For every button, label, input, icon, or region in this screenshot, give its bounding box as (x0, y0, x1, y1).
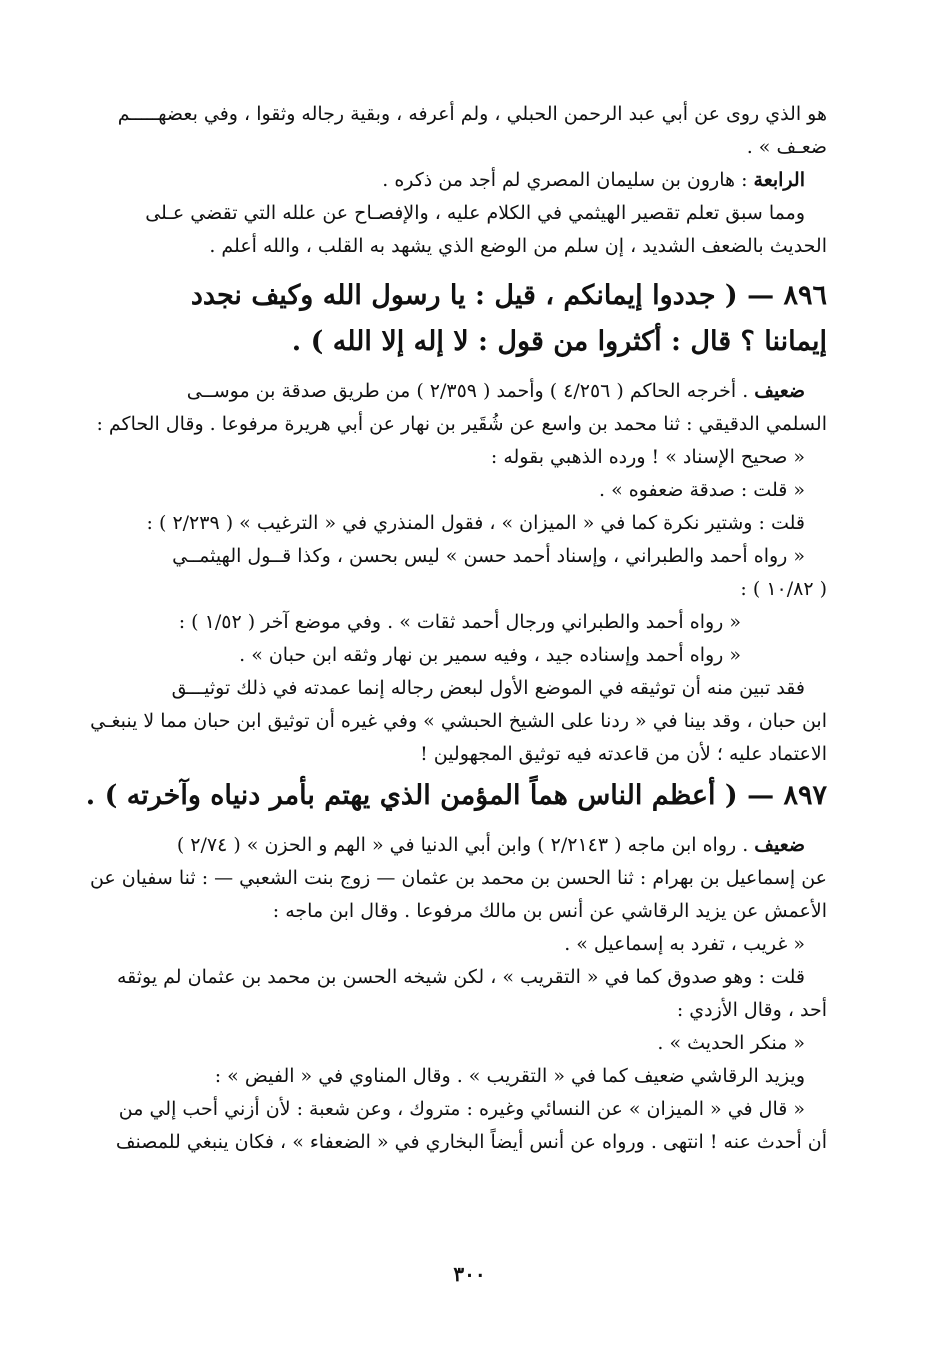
text-line: « رواه أحمد وإسناده جيد ، وفيه سمير بن نهار وثقه ابن حبان » . (239, 644, 741, 666)
text-line: ومما سبق تعلم تقصير الهيثمي في الكلام عليه ، والإفصـاح عن علله التي تقضي عـلى (145, 202, 805, 224)
hadith-heading-896: ٨٩٦ — ( جددوا إيمانكم ، قيل : يا رسول الله وكيف نجدد (190, 280, 827, 311)
text-line: السلمي الدقيقي : ثنا محمد بن واسع عن شُقَير بن نهار عن أبي هريرة مرفوعا . وقال الحاكم : (96, 413, 827, 435)
text-span: . أخرجه الحاكم ( ٤/٢٥٦ ) وأحمد ( ٢/٣٥٩ ) من طريق صدقة بن موســى (186, 380, 755, 402)
text-line: الاعتماد عليه ؛ لأن من قاعدته فيه توثيق المجهولين ! (420, 743, 827, 765)
text-line: هو الذي روى عن أبي عبد الرحمن الحبلي ، ولم أعرفه ، وبقية رجاله وثقوا ، وفي بعضهـــــم (117, 103, 827, 125)
text-line: ( ١٠/٨٢ ) : (740, 578, 827, 600)
text-line: « رواه أحمد والطبراني ورجال أحمد ثقات » . وفي موضع آخر ( ١/٥٢ ) : (178, 611, 741, 633)
text-span: . رواه ابن ماجه ( ٢/٢١٤٣ ) وابن أبي الدنيا في « الهم و الحزن » ( ٢/٧٤ ) (176, 834, 755, 856)
text-line: « رواه أحمد والطبراني ، وإسناد أحمد حسن » ليس بحسن ، وكذا قــول الهيثمــي (172, 545, 805, 567)
text-line: ضعـف » . (746, 136, 827, 158)
text-line: « غريب ، تفرد به إسماعيل » . (564, 933, 805, 955)
hadith-heading-896-cont: إيماننا ؟ قال : أكثروا من قول : لا إله إلا الله ) . (291, 326, 827, 357)
text-line: « قال في « الميزان » عن النسائي وغيره : متروك ، وعن شعبة : لأن أزني أحب إلي من (118, 1098, 805, 1120)
text-line: قلت : وهو صدوق كما في « التقريب » ، لكن شيخه الحسن بن محمد بن عثمان لم يوثقه (116, 966, 805, 988)
text-span: : هارون بن سليمان المصري لم أجد من ذكره . (382, 169, 754, 191)
text-line: قلت : وشتير نكرة كما في « الميزان » ، فقول المنذري في « الترغيب » ( ٢/٢٣٩ ) : (146, 512, 805, 534)
text-line: ابن حبان ، وقد بينا في « ردنا على الشيخ الحبشي » وفي غيره أن توثيق ابن حبان مما لا ينبغـي (90, 710, 827, 732)
grade-weak-label: ضعيف (754, 380, 805, 402)
hadith-heading-897: ٨٩٧ — ( أعظم الناس هماً المؤمن الذي يهتم بأمر دنياه وآخرته ) . (85, 780, 827, 811)
grade-weak-label: ضعيف (754, 834, 805, 856)
text-line (78, 164, 827, 197)
text-line: عن إسماعيل بن بهرام : ثنا الحسن بن محمد بن عثمان — زوج بنت الشعبي — : ثنا سفيان عن (89, 867, 827, 889)
label-fourth: الرابعة (753, 169, 805, 191)
text-line: « قلت : صدقة ضعفوه » . (598, 479, 805, 501)
text-line: الأعمش عن يزيد الرقاشي عن أنس بن مالك مرفوعا . وقال ابن ماجه : (272, 900, 827, 922)
text-line: فقد تبين منه أن توثيقه في الموضع الأول لبعض رجاله إنما عمدته في ذلك توثيـــق (171, 677, 805, 699)
text-line (78, 829, 827, 862)
page-number: ٣٠٠ (453, 1262, 486, 1286)
text-line: « صحيح الإسناد » ! ورده الذهبي بقوله : (490, 446, 805, 468)
text-line (78, 375, 827, 408)
text-line: أحد ، وقال الأزدي : (676, 999, 827, 1021)
text-line: ويزيد الرقاشي ضعيف كما في « التقريب » . وقال المناوي في « الفيض » : (214, 1065, 805, 1087)
text-line: « منكر الحديث » . (657, 1032, 805, 1054)
text-line: الحديث بالضعف الشديد ، إن سلم من الوضع الذي يشهد به القلب ، والله أعلم . (209, 235, 827, 257)
text-line: أن أحدث عنه ! انتهى . ورواه عن أنس أيضاً البخاري في « الضعفاء » ، فكان ينبغي للمصنف (115, 1131, 827, 1153)
